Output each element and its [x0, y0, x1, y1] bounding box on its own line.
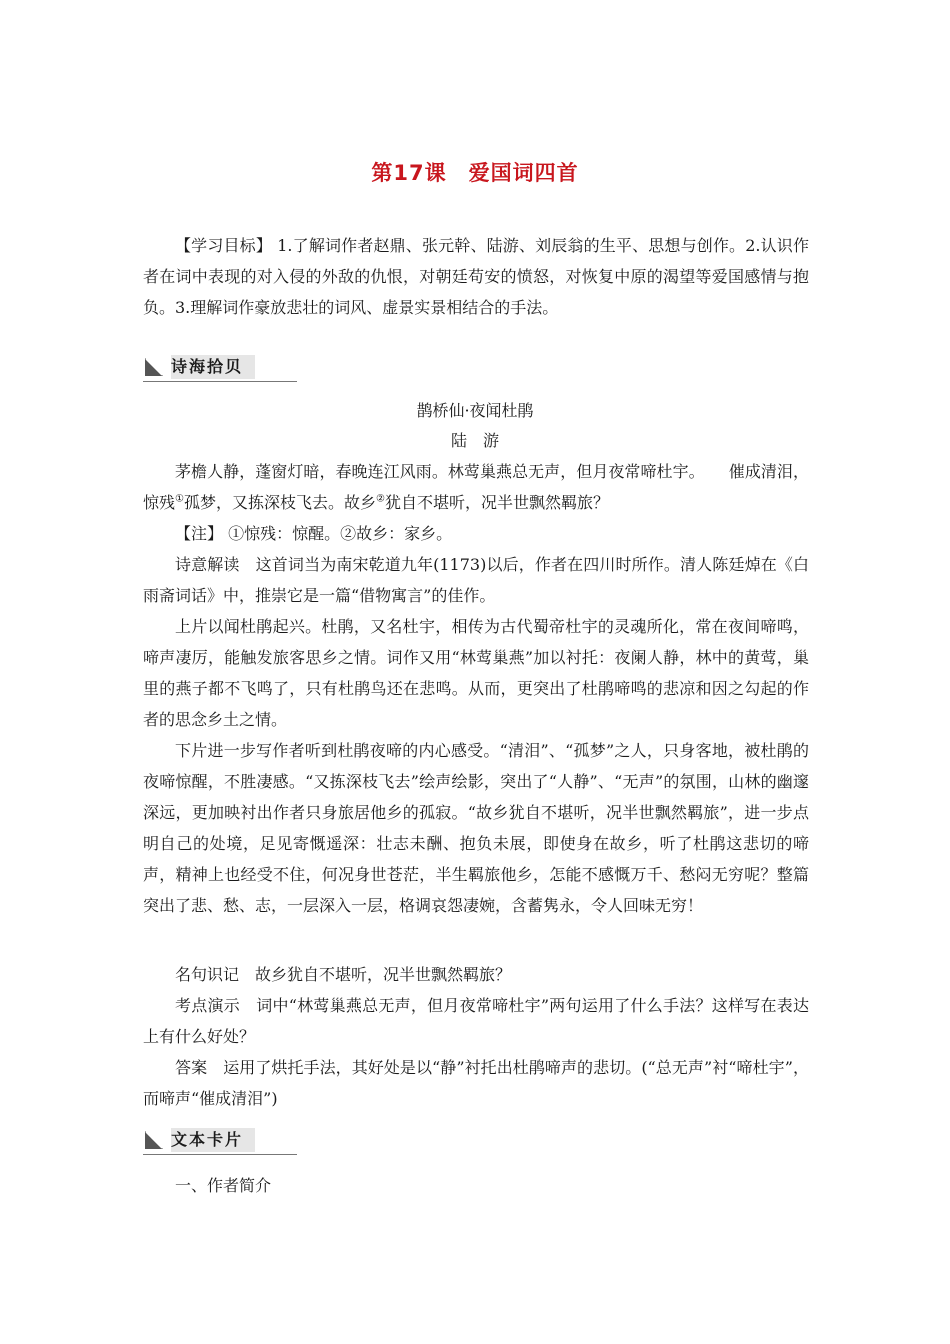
section-triangle-icon [145, 358, 163, 376]
poem-body [143, 456, 809, 518]
section-triangle-icon [145, 1131, 163, 1149]
section-header-poetry [143, 355, 297, 382]
interpretation-text-1: 这首词当为南宋乾道九年(1173)以后，作者在四川时所作。清人陈廷焯在《白雨斋词话》中，推崇它是一篇“借物寓言”的佳作。 [143, 555, 809, 605]
poem-text-2: 孤梦，又拣深枝飞去。故乡 [183, 493, 376, 512]
poem-author: 陆 游 [450, 431, 499, 450]
exam-point [143, 990, 809, 1052]
footnote-ref-1: ① [175, 493, 184, 505]
learning-objectives [143, 230, 809, 323]
subsection-text: 一、作者简介 [175, 1176, 272, 1195]
section-label: 文本卡片 [171, 1128, 255, 1152]
answer [143, 1052, 809, 1114]
poem-text-3: 犹自不堪听，况半世飘然羁旅？ [384, 493, 609, 512]
interpretation-label: 诗意解读 [175, 555, 240, 574]
poem-title: 鹊桥仙·夜闻杜鹃 [416, 401, 534, 420]
answer-text: 运用了烘托手法，其好处是以“静”衬托出杜鹃啼声的悲切。(“总无声”衬“啼杜宇”，而啼声“催成清泪”) [143, 1058, 809, 1108]
answer-label: 答案 [175, 1058, 208, 1077]
famous-text: 故乡犹自不堪听，况半世飘然羁旅？ [255, 965, 512, 984]
objectives-label: 【学习目标】 [175, 236, 272, 255]
famous-lines [143, 959, 809, 990]
page-title [0, 157, 950, 187]
interpretation [143, 549, 809, 921]
section-header-text-card [143, 1128, 297, 1155]
lesson-number: 第17课 [371, 161, 447, 185]
footnote-ref-2: ② [376, 493, 385, 505]
interpretation-p2: 上片以闻杜鹃起兴。杜鹃，又名杜宇，相传为古代蜀帝杜宇的灵魂所化，常在夜间啼鸣，啼声凄厉，能触发旅客思乡之情。词作又用“林莺巢燕”加以衬托：夜阑人静，林中的黄莺，巢里的燕子都不飞鸣了，只有杜鹃鸟还在悲鸣。从而，更突出了杜鹃啼鸣的悲凉和因之勾起的作者的思念乡土之情。 [143, 617, 809, 729]
objectives-text: 1.了解词作者赵鼎、张元幹、陆游、刘辰翁的生平、思想与创作。2.认识作者在词中表现的对入侵的外敌的仇恨，对朝廷苟安的愤怒，对恢复中原的渴望等爱国感情与抱负。3.理解词作豪放悲壮的词风、虚景实景相结合的手法。 [143, 236, 809, 317]
interpretation-p3: 下片进一步写作者听到杜鹃夜啼的内心感受。“清泪”、“孤梦”之人，只身客地，被杜鹃的夜啼惊醒，不胜凄感。“又拣深枝飞去”绘声绘影，突出了“人静”、“无声”的氛围，山林的幽邃深远，更加映衬出作者只身旅居他乡的孤寂。“故乡犹自不堪听，况半世飘然羁旅”，进一步点明自己的处境，足见寄慨遥深：壮志未酬、抱负未展，即使身在故乡，听了杜鹃这悲切的啼声，精神上也经受不住，何况身世苍茫，半生羁旅他乡，怎能不感慨万千、愁闷无穷呢？整篇突出了悲、愁、志，一层深入一层，格调哀怨凄婉，含蓄隽永，令人回味无穷！ [143, 741, 809, 915]
exam-label: 考点演示 [175, 996, 240, 1015]
interpretation-p1 [143, 549, 809, 611]
author-intro-heading [143, 1170, 809, 1201]
poem-text-1: 茅檐人静，蓬窗灯暗，春晚连江风雨。林莺巢燕总无声，但月夜常啼杜宇。 催成清泪，惊残 [143, 462, 809, 512]
section-label: 诗海拾贝 [171, 355, 255, 379]
notes-text: ①惊残：惊醒。②故乡：家乡。 [228, 524, 453, 543]
poem-notes [143, 518, 809, 549]
lesson-name: 爱国词四首 [468, 161, 579, 185]
famous-label: 名句识记 [175, 965, 240, 984]
notes-label: 【注】 [175, 524, 224, 543]
exam-text: 词中“林莺巢燕总无声，但月夜常啼杜宇”两句运用了什么手法？这样写在表达上有什么好处？ [143, 996, 809, 1046]
